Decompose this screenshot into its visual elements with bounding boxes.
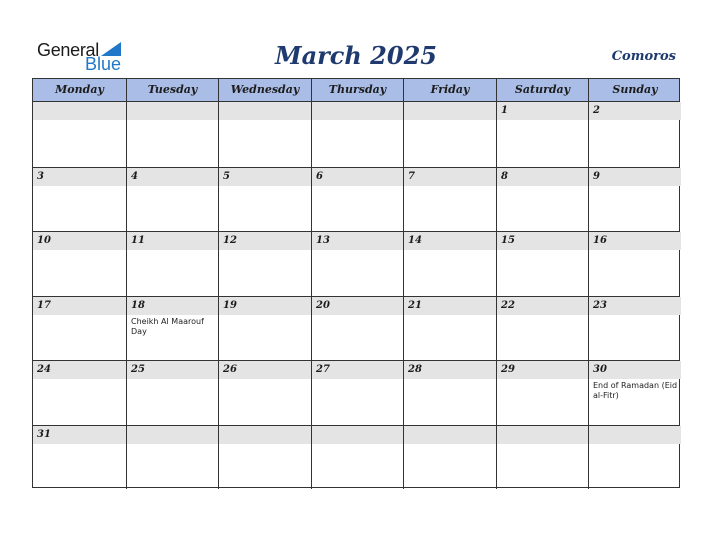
day-cell-4: [126, 168, 218, 232]
day-cell-18: [126, 297, 218, 361]
day-cell-10: [33, 232, 126, 296]
day-number: 1: [501, 105, 508, 116]
day-number: 17: [37, 299, 51, 311]
day-cell-25: [126, 361, 218, 425]
day-header-bar: [219, 102, 311, 120]
day-cell-8: [496, 168, 588, 232]
day-number: 19: [223, 299, 237, 311]
day-number: 14: [408, 235, 422, 246]
week-row: [33, 102, 679, 167]
empty-day-cell: [496, 426, 588, 490]
day-number: 2: [593, 105, 600, 116]
empty-day-cell: [126, 102, 218, 167]
empty-day-cell: [126, 426, 218, 490]
week-row: [33, 360, 679, 425]
empty-day-cell: [403, 426, 496, 490]
day-number: 5: [223, 170, 230, 182]
day-cell-15: [496, 232, 588, 296]
day-header-bar: [312, 102, 403, 120]
calendar-title: March 2025: [275, 41, 437, 70]
day-cell-5: [218, 168, 311, 232]
day-cell-9: [588, 168, 681, 232]
empty-day-cell: [218, 102, 311, 167]
day-header-bar: [127, 102, 218, 120]
empty-day-cell: [403, 102, 496, 167]
week-row: [33, 167, 679, 232]
day-cell-14: [403, 232, 496, 296]
generalblue-logo: [37, 40, 127, 74]
weekday-monday: Monday: [55, 83, 104, 96]
day-header-bar: [497, 168, 588, 186]
holiday-event: End of Ramadan (Eid al-Fitr): [593, 381, 678, 400]
day-number: 27: [316, 364, 330, 375]
day-number: 8: [501, 170, 508, 182]
week-row: [33, 231, 679, 296]
country-label: Comoros: [611, 49, 676, 64]
day-header-bar: [404, 426, 496, 444]
day-header-bar: [33, 168, 126, 186]
day-cell-6: [311, 168, 403, 232]
day-cell-16: [588, 232, 681, 296]
empty-day-cell: [311, 102, 403, 167]
day-cell-26: [218, 361, 311, 425]
day-number: 11: [131, 235, 145, 246]
day-cell-13: [311, 232, 403, 296]
day-cell-29: [496, 361, 588, 425]
weekday-saturday: Saturday: [496, 79, 588, 101]
day-cell-22: [496, 297, 588, 361]
day-cell-21: [403, 297, 496, 361]
day-header-bar: [497, 426, 588, 444]
day-number: 23: [593, 299, 607, 311]
day-header-bar: [33, 102, 126, 120]
day-number: 10: [37, 235, 51, 246]
day-number: 6: [316, 170, 323, 182]
day-header-bar: [127, 426, 218, 444]
day-cell-17: [33, 297, 126, 361]
day-header-bar: [219, 168, 311, 186]
day-cell-28: [403, 361, 496, 425]
day-cell-27: [311, 361, 403, 425]
day-header-bar: [312, 168, 403, 186]
empty-day-cell: [588, 426, 681, 490]
day-header-bar: [312, 426, 403, 444]
day-number: 29: [501, 364, 515, 375]
weekday-sunday: Sunday: [588, 79, 681, 101]
weekday-wednesday: Wednesday: [218, 79, 311, 101]
weekday-tuesday: Tuesday: [126, 79, 218, 101]
day-number: 20: [316, 299, 330, 311]
logo-word-blue: Blue: [85, 54, 122, 74]
day-number: 25: [131, 364, 145, 375]
day-number: 12: [223, 235, 237, 246]
day-header-bar: [404, 168, 496, 186]
day-cell-7: [403, 168, 496, 232]
day-cell-19: [218, 297, 311, 361]
day-header-bar: [404, 102, 496, 120]
day-number: 13: [316, 235, 330, 246]
day-number: 24: [37, 364, 51, 375]
day-cell-31: [33, 426, 126, 490]
day-cell-1: [496, 102, 588, 167]
day-number: 31: [37, 428, 51, 440]
weekday-header-row: [33, 79, 679, 102]
day-number: 9: [593, 170, 600, 182]
day-number: 7: [408, 170, 415, 182]
day-cell-2: [588, 102, 681, 167]
day-header-bar: [497, 102, 588, 120]
logo-flag-icon: [101, 42, 121, 56]
day-cell-30: [588, 361, 681, 425]
day-header-bar: [589, 102, 681, 120]
empty-day-cell: [311, 426, 403, 490]
day-cell-20: [311, 297, 403, 361]
day-number: 26: [223, 364, 237, 375]
week-row: [33, 425, 679, 490]
day-cell-12: [218, 232, 311, 296]
calendar-grid: [32, 78, 680, 488]
day-number: 28: [408, 364, 422, 375]
day-number: 15: [501, 235, 515, 246]
day-header-bar: [219, 426, 311, 444]
day-cell-24: [33, 361, 126, 425]
day-header-bar: [589, 426, 681, 444]
day-number: 18: [131, 299, 145, 311]
day-cell-3: [33, 168, 126, 232]
empty-day-cell: [218, 426, 311, 490]
day-number: 3: [37, 170, 44, 182]
day-header-bar: [127, 168, 218, 186]
holiday-event: Cheikh Al Maarouf Day: [131, 316, 204, 336]
weekday-thursday: Thursday: [311, 79, 403, 101]
day-number: 21: [408, 299, 422, 311]
weekday-friday: Friday: [403, 79, 496, 101]
logo-word-general: General: [37, 40, 99, 60]
day-header-bar: [589, 168, 681, 186]
day-number: 30: [593, 364, 607, 375]
week-row: [33, 296, 679, 361]
day-number: 22: [501, 299, 515, 311]
day-cell-23: [588, 297, 681, 361]
day-cell-11: [126, 232, 218, 296]
day-number: 4: [131, 170, 138, 182]
day-number: 16: [593, 235, 607, 246]
empty-day-cell: [33, 102, 126, 167]
